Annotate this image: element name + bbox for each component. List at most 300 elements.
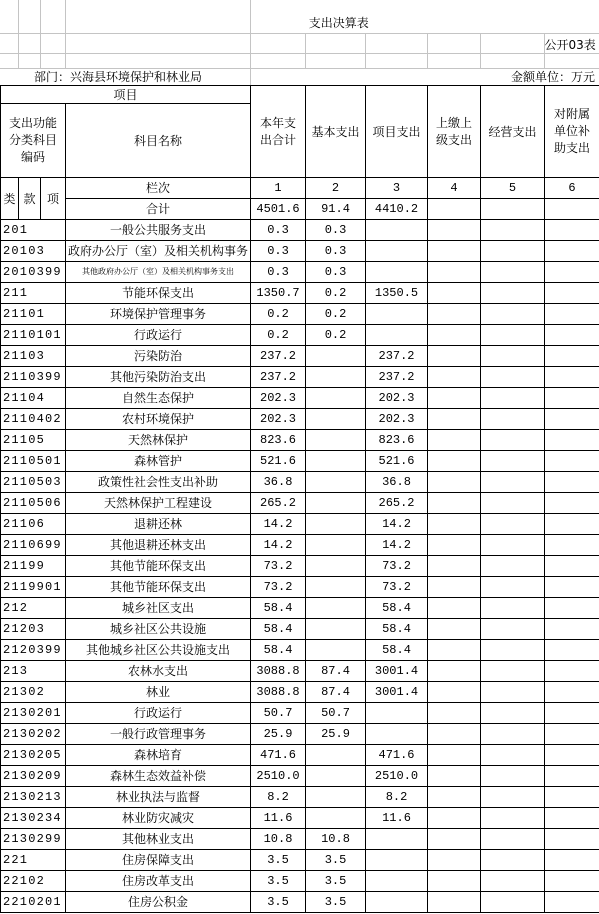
row-value-operating-expenditure [481, 556, 545, 577]
total-value-total-expenditure: 4501.6 [251, 199, 306, 220]
row-value-project-expenditure [366, 241, 428, 262]
row-value-basic-expenditure: 10.8 [306, 829, 366, 850]
row-value-remit-to-superior [428, 850, 481, 871]
row-value-project-expenditure: 11.6 [366, 808, 428, 829]
row-name: 污染防治 [66, 346, 251, 367]
row-value-operating-expenditure [481, 808, 545, 829]
table-row [1, 871, 599, 892]
table-row [1, 514, 599, 535]
table-row [1, 367, 599, 388]
row-value-total-expenditure: 237.2 [251, 367, 306, 388]
header-subject-name: 科目名称 [66, 104, 251, 178]
row-value-subsidy-to-affiliates [545, 262, 599, 283]
row-value-remit-to-superior [428, 871, 481, 892]
table-row [1, 745, 599, 766]
row-value-project-expenditure [366, 262, 428, 283]
row-name: 其他节能环保支出 [66, 577, 251, 598]
grid-cell [544, 53, 599, 68]
row-value-remit-to-superior [428, 262, 481, 283]
row-name: 农林水支出 [66, 661, 251, 682]
report-heading [0, 0, 599, 85]
row-code: 2110699 [1, 535, 66, 556]
row-value-operating-expenditure [481, 346, 545, 367]
row-value-basic-expenditure [306, 640, 366, 661]
header-code [1, 104, 66, 178]
row-value-remit-to-superior [428, 493, 481, 514]
row-value-remit-to-superior [428, 346, 481, 367]
row-value-basic-expenditure: 25.9 [306, 724, 366, 745]
row-code: 20103 [1, 241, 66, 262]
row-value-project-expenditure: 202.3 [366, 409, 428, 430]
row-value-operating-expenditure [481, 829, 545, 850]
table-row [1, 661, 599, 682]
report-title: 支出决算表 [250, 0, 599, 33]
row-value-remit-to-superior [428, 367, 481, 388]
row-value-project-expenditure: 265.2 [366, 493, 428, 514]
row-value-basic-expenditure: 3.5 [306, 850, 366, 871]
table-row [1, 829, 599, 850]
total-value-basic-expenditure: 91.4 [306, 199, 366, 220]
row-value-operating-expenditure [481, 850, 545, 871]
grid-cell [18, 0, 40, 33]
row-name: 其他政府办公厅（室）及相关机构事务支出 [66, 262, 251, 283]
row-value-subsidy-to-affiliates [545, 850, 599, 871]
row-value-subsidy-to-affiliates [545, 283, 599, 304]
row-name: 住房保障支出 [66, 850, 251, 871]
row-value-basic-expenditure: 0.3 [306, 262, 366, 283]
row-code: 22102 [1, 871, 66, 892]
row-value-remit-to-superior [428, 514, 481, 535]
table-row [1, 640, 599, 661]
row-value-basic-expenditure: 3.5 [306, 871, 366, 892]
row-value-total-expenditure: 0.3 [251, 241, 306, 262]
row-value-basic-expenditure [306, 430, 366, 451]
row-value-subsidy-to-affiliates [545, 745, 599, 766]
row-value-subsidy-to-affiliates [545, 514, 599, 535]
amount-unit-label: 金额单位：万元 [511, 69, 596, 84]
row-value-subsidy-to-affiliates [545, 325, 599, 346]
table-row [1, 262, 599, 283]
row-value-subsidy-to-affiliates [545, 493, 599, 514]
row-code: 2120399 [1, 640, 66, 661]
row-value-subsidy-to-affiliates [545, 787, 599, 808]
row-name: 住房改革支出 [66, 871, 251, 892]
row-value-project-expenditure [366, 850, 428, 871]
row-value-total-expenditure: 3088.8 [251, 682, 306, 703]
row-value-operating-expenditure [481, 241, 545, 262]
row-code: 201 [1, 220, 66, 241]
row-value-basic-expenditure [306, 388, 366, 409]
row-value-remit-to-superior [428, 430, 481, 451]
row-value-operating-expenditure [481, 682, 545, 703]
header-category: 类 [1, 178, 19, 220]
row-value-subsidy-to-affiliates [545, 892, 599, 913]
table-row [1, 682, 599, 703]
total-value-project-expenditure: 4410.2 [366, 199, 428, 220]
table-row [1, 766, 599, 787]
row-value-project-expenditure: 14.2 [366, 514, 428, 535]
row-value-project-expenditure: 471.6 [366, 745, 428, 766]
row-value-remit-to-superior [428, 472, 481, 493]
row-value-remit-to-superior [428, 892, 481, 913]
row-name: 节能环保支出 [66, 283, 251, 304]
header-remit-to-superior-label: 上缴上级支出 [436, 115, 473, 147]
row-value-project-expenditure [366, 829, 428, 850]
table-row [1, 808, 599, 829]
row-value-basic-expenditure: 50.7 [306, 703, 366, 724]
row-value-total-expenditure: 73.2 [251, 556, 306, 577]
grid-cell [365, 53, 427, 68]
heading-row [0, 0, 599, 33]
grid-cell [65, 53, 250, 68]
row-value-basic-expenditure [306, 493, 366, 514]
grid-cell [0, 33, 18, 53]
table-row [1, 304, 599, 325]
row-value-remit-to-superior [428, 829, 481, 850]
column-number: 5 [481, 178, 545, 199]
column-number: 2 [306, 178, 366, 199]
row-value-remit-to-superior [428, 766, 481, 787]
row-value-remit-to-superior [428, 682, 481, 703]
header-project: 项目 [1, 86, 251, 104]
expenditure-table [0, 85, 599, 913]
row-value-subsidy-to-affiliates [545, 871, 599, 892]
row-value-basic-expenditure: 0.2 [306, 325, 366, 346]
row-value-project-expenditure [366, 325, 428, 346]
row-value-remit-to-superior [428, 724, 481, 745]
table-row [1, 472, 599, 493]
row-value-total-expenditure: 14.2 [251, 514, 306, 535]
row-value-basic-expenditure: 0.2 [306, 283, 366, 304]
row-value-project-expenditure: 1350.5 [366, 283, 428, 304]
row-value-project-expenditure: 36.8 [366, 472, 428, 493]
row-value-basic-expenditure: 0.2 [306, 304, 366, 325]
row-value-project-expenditure [366, 703, 428, 724]
header-total-expenditure-label: 本年支出合计 [260, 115, 297, 147]
row-value-subsidy-to-affiliates [545, 703, 599, 724]
row-value-project-expenditure [366, 220, 428, 241]
row-value-project-expenditure: 8.2 [366, 787, 428, 808]
row-value-project-expenditure: 73.2 [366, 556, 428, 577]
row-value-project-expenditure: 14.2 [366, 535, 428, 556]
grid-cell [365, 33, 427, 53]
row-value-subsidy-to-affiliates [545, 451, 599, 472]
row-name: 森林管护 [66, 451, 251, 472]
grid-cell [18, 53, 40, 68]
row-value-operating-expenditure [481, 787, 545, 808]
header-subsidy-to-affiliates [545, 86, 599, 178]
header-subsidy-to-affiliates-label: 对附属单位补助支出 [554, 107, 591, 155]
row-value-basic-expenditure [306, 346, 366, 367]
header-operating-expenditure: 经营支出 [481, 86, 545, 178]
row-value-subsidy-to-affiliates [545, 598, 599, 619]
row-value-remit-to-superior [428, 220, 481, 241]
row-code: 2210201 [1, 892, 66, 913]
row-code: 221 [1, 850, 66, 871]
total-row [1, 199, 599, 220]
row-value-operating-expenditure [481, 724, 545, 745]
row-code: 2130234 [1, 808, 66, 829]
table-row [1, 388, 599, 409]
row-value-total-expenditure: 58.4 [251, 598, 306, 619]
total-value-remit-to-superior [428, 199, 481, 220]
table-row [1, 325, 599, 346]
row-code: 21203 [1, 619, 66, 640]
row-value-basic-expenditure [306, 766, 366, 787]
row-value-operating-expenditure [481, 430, 545, 451]
row-value-total-expenditure: 237.2 [251, 346, 306, 367]
total-value-operating-expenditure [481, 199, 545, 220]
row-value-project-expenditure: 521.6 [366, 451, 428, 472]
grid-cell [480, 33, 544, 53]
row-value-subsidy-to-affiliates [545, 388, 599, 409]
table-row [1, 346, 599, 367]
table-row [1, 619, 599, 640]
row-name: 天然林保护工程建设 [66, 493, 251, 514]
row-value-subsidy-to-affiliates [545, 304, 599, 325]
row-value-total-expenditure: 471.6 [251, 745, 306, 766]
row-value-total-expenditure: 14.2 [251, 535, 306, 556]
row-value-project-expenditure: 237.2 [366, 367, 428, 388]
row-value-subsidy-to-affiliates [545, 556, 599, 577]
row-value-remit-to-superior [428, 619, 481, 640]
row-value-project-expenditure [366, 304, 428, 325]
table-row [1, 493, 599, 514]
table-row [1, 283, 599, 304]
column-number: 1 [251, 178, 306, 199]
row-value-project-expenditure: 58.4 [366, 640, 428, 661]
row-value-remit-to-superior [428, 640, 481, 661]
row-value-total-expenditure: 50.7 [251, 703, 306, 724]
grid-cell [305, 53, 365, 68]
table-row [1, 451, 599, 472]
row-value-project-expenditure: 58.4 [366, 598, 428, 619]
row-value-operating-expenditure [481, 220, 545, 241]
row-code: 2130209 [1, 766, 66, 787]
row-code: 21104 [1, 388, 66, 409]
row-value-remit-to-superior [428, 703, 481, 724]
row-value-basic-expenditure [306, 598, 366, 619]
row-value-subsidy-to-affiliates [545, 346, 599, 367]
row-value-operating-expenditure [481, 703, 545, 724]
row-code: 21105 [1, 430, 66, 451]
row-code: 2110399 [1, 367, 66, 388]
row-value-operating-expenditure [481, 262, 545, 283]
header-row [1, 86, 599, 104]
row-value-total-expenditure: 58.4 [251, 640, 306, 661]
row-value-basic-expenditure [306, 808, 366, 829]
grid-cell [40, 33, 65, 53]
row-value-basic-expenditure: 87.4 [306, 661, 366, 682]
table-row [1, 241, 599, 262]
row-value-remit-to-superior [428, 808, 481, 829]
row-value-operating-expenditure [481, 388, 545, 409]
row-value-subsidy-to-affiliates [545, 577, 599, 598]
row-value-subsidy-to-affiliates [545, 661, 599, 682]
row-value-remit-to-superior [428, 241, 481, 262]
row-value-operating-expenditure [481, 283, 545, 304]
row-name: 环境保护管理事务 [66, 304, 251, 325]
row-value-operating-expenditure [481, 493, 545, 514]
row-value-subsidy-to-affiliates [545, 409, 599, 430]
row-value-total-expenditure: 521.6 [251, 451, 306, 472]
row-name: 退耕还林 [66, 514, 251, 535]
grid-cell [427, 53, 480, 68]
row-value-project-expenditure: 3001.4 [366, 682, 428, 703]
row-value-total-expenditure: 10.8 [251, 829, 306, 850]
row-value-total-expenditure: 3088.8 [251, 661, 306, 682]
row-code: 2119901 [1, 577, 66, 598]
row-value-project-expenditure: 58.4 [366, 619, 428, 640]
row-value-operating-expenditure [481, 577, 545, 598]
row-value-subsidy-to-affiliates [545, 241, 599, 262]
row-name: 政策性社会性支出补助 [66, 472, 251, 493]
row-code: 2010399 [1, 262, 66, 283]
row-code: 2110501 [1, 451, 66, 472]
row-value-basic-expenditure [306, 535, 366, 556]
row-value-operating-expenditure [481, 619, 545, 640]
table-row [1, 850, 599, 871]
header-remit-to-superior [428, 86, 481, 178]
row-value-basic-expenditure [306, 556, 366, 577]
row-code: 2130205 [1, 745, 66, 766]
row-name: 其他节能环保支出 [66, 556, 251, 577]
row-value-project-expenditure: 3001.4 [366, 661, 428, 682]
row-value-project-expenditure [366, 724, 428, 745]
row-value-basic-expenditure [306, 409, 366, 430]
row-code: 213 [1, 661, 66, 682]
row-name: 行政运行 [66, 325, 251, 346]
table-row [1, 577, 599, 598]
row-value-total-expenditure: 8.2 [251, 787, 306, 808]
row-value-remit-to-superior [428, 745, 481, 766]
row-value-operating-expenditure [481, 472, 545, 493]
table-row [1, 892, 599, 913]
table-row [1, 430, 599, 451]
row-name: 城乡社区公共设施 [66, 619, 251, 640]
grid-cell [250, 53, 305, 68]
grid-cell [480, 53, 544, 68]
row-name: 天然林保护 [66, 430, 251, 451]
row-value-operating-expenditure [481, 892, 545, 913]
row-value-project-expenditure: 73.2 [366, 577, 428, 598]
row-code: 2130202 [1, 724, 66, 745]
row-value-subsidy-to-affiliates [545, 367, 599, 388]
row-value-operating-expenditure [481, 367, 545, 388]
row-value-basic-expenditure: 0.3 [306, 241, 366, 262]
row-value-subsidy-to-affiliates [545, 808, 599, 829]
row-value-project-expenditure: 202.3 [366, 388, 428, 409]
row-code: 2110506 [1, 493, 66, 514]
row-value-basic-expenditure [306, 472, 366, 493]
heading-row [0, 53, 599, 68]
table-row [1, 703, 599, 724]
row-name: 林业防灾减灾 [66, 808, 251, 829]
row-code: 21302 [1, 682, 66, 703]
table-row [1, 787, 599, 808]
row-code: 2130201 [1, 703, 66, 724]
header-total-expenditure [251, 86, 306, 178]
row-value-remit-to-superior [428, 388, 481, 409]
row-value-basic-expenditure [306, 451, 366, 472]
row-name: 林业 [66, 682, 251, 703]
header-section: 款 [19, 178, 41, 220]
row-value-remit-to-superior [428, 556, 481, 577]
row-name: 其他城乡社区公共设施支出 [66, 640, 251, 661]
row-code: 21106 [1, 514, 66, 535]
row-value-operating-expenditure [481, 598, 545, 619]
row-name: 一般行政管理事务 [66, 724, 251, 745]
row-code: 211 [1, 283, 66, 304]
column-index-row [1, 178, 599, 199]
row-value-operating-expenditure [481, 745, 545, 766]
row-code: 2110402 [1, 409, 66, 430]
row-value-operating-expenditure [481, 304, 545, 325]
row-value-subsidy-to-affiliates [545, 472, 599, 493]
row-value-operating-expenditure [481, 640, 545, 661]
column-number: 6 [545, 178, 599, 199]
row-value-basic-expenditure: 87.4 [306, 682, 366, 703]
row-value-total-expenditure: 823.6 [251, 430, 306, 451]
row-value-operating-expenditure [481, 409, 545, 430]
row-value-basic-expenditure [306, 745, 366, 766]
row-name: 其他污染防治支出 [66, 367, 251, 388]
table-row [1, 409, 599, 430]
row-value-total-expenditure: 11.6 [251, 808, 306, 829]
row-value-total-expenditure: 202.3 [251, 388, 306, 409]
row-code: 2110503 [1, 472, 66, 493]
row-value-operating-expenditure [481, 871, 545, 892]
row-value-remit-to-superior [428, 325, 481, 346]
row-value-basic-expenditure [306, 514, 366, 535]
header-basic-expenditure: 基本支出 [306, 86, 366, 178]
table-row [1, 598, 599, 619]
column-number: 3 [366, 178, 428, 199]
table-row [1, 220, 599, 241]
table-header [1, 86, 599, 220]
heading-info-row [0, 68, 599, 85]
row-value-total-expenditure: 0.2 [251, 304, 306, 325]
row-value-total-expenditure: 25.9 [251, 724, 306, 745]
row-name: 农村环境保护 [66, 409, 251, 430]
row-value-project-expenditure: 2510.0 [366, 766, 428, 787]
column-number: 4 [428, 178, 481, 199]
row-value-total-expenditure: 202.3 [251, 409, 306, 430]
row-value-total-expenditure: 0.3 [251, 262, 306, 283]
table-row [1, 724, 599, 745]
form-code: 公开03表 [544, 33, 599, 53]
row-value-remit-to-superior [428, 283, 481, 304]
grid-cell [40, 0, 65, 33]
total-value-subsidy-to-affiliates [545, 199, 599, 220]
row-code: 21199 [1, 556, 66, 577]
row-value-remit-to-superior [428, 598, 481, 619]
row-value-remit-to-superior [428, 661, 481, 682]
row-value-remit-to-superior [428, 787, 481, 808]
total-label: 合计 [66, 199, 251, 220]
grid-cell [0, 53, 18, 68]
row-code: 2130299 [1, 829, 66, 850]
row-value-total-expenditure: 0.3 [251, 220, 306, 241]
row-code: 21101 [1, 304, 66, 325]
row-name: 住房公积金 [66, 892, 251, 913]
row-value-project-expenditure: 237.2 [366, 346, 428, 367]
grid-cell [427, 33, 480, 53]
row-value-subsidy-to-affiliates [545, 430, 599, 451]
row-value-subsidy-to-affiliates [545, 535, 599, 556]
row-value-total-expenditure: 1350.7 [251, 283, 306, 304]
row-name: 行政运行 [66, 703, 251, 724]
